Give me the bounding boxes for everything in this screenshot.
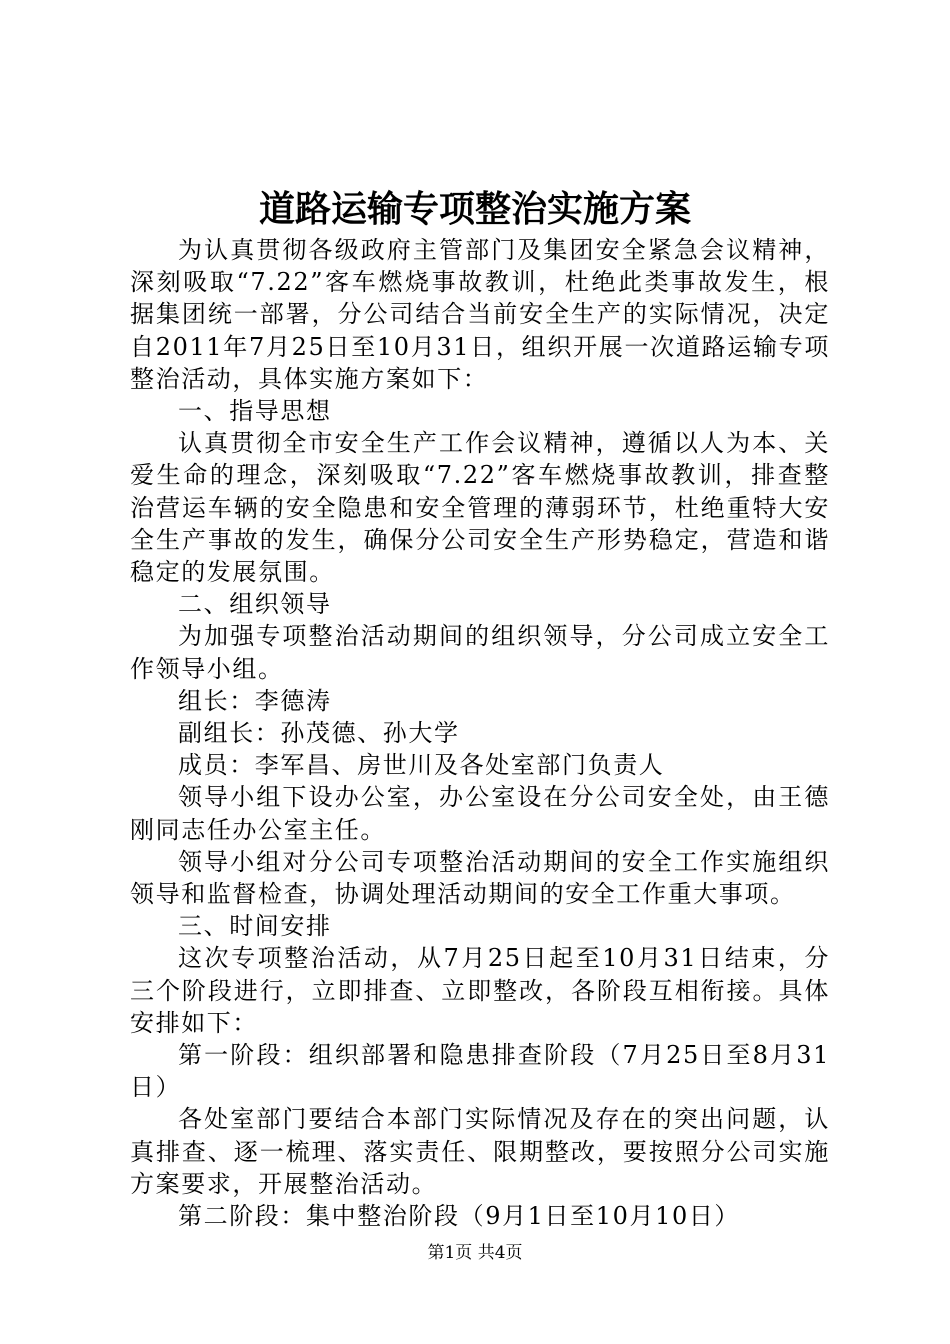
paragraph-organization: 为加强专项整治活动期间的组织领导，分公司成立安全工作领导小组。 xyxy=(130,622,830,683)
section-heading-guiding-thought: 一、指导思想 xyxy=(178,397,332,426)
section-heading-schedule: 三、时间安排 xyxy=(178,912,332,941)
section-heading-organization: 二、组织领导 xyxy=(178,590,332,619)
paragraph-deputy-leader: 副组长：孙茂德、孙大学 xyxy=(178,719,460,748)
paragraph-office: 领导小组下设办公室，办公室设在分公司安全处，由王德刚同志任办公室主任。 xyxy=(130,783,830,844)
page-footer: 第1页 共4页 xyxy=(427,1243,523,1263)
document-body xyxy=(130,234,830,1232)
paragraph-schedule: 这次专项整治活动，从7月25日起至10月31日结束，分三个阶段进行，立即排查、立即整改，各阶段互相衔接。具体安排如下： xyxy=(130,944,830,1037)
paragraph-group-duties: 领导小组对分公司专项整治活动期间的安全工作实施组织领导和监督检查，协调处理活动期间的安全工作重大事项。 xyxy=(130,847,830,909)
document-title: 道路运输专项整治实施方案 xyxy=(258,188,691,230)
paragraph-intro: 为认真贯彻各级政府主管部门及集团安全紧急会议精神，深刻吸取“7.22”客车燃烧事故教训，杜绝此类事故发生，根据集团统一部署，分公司结合当前安全生产的实际情况，决定自2011年7月25日至10月31日，组织开展一次道路运输专项整治活动，具体实施方案如下： xyxy=(130,236,830,393)
paragraph-phase-two: 第二阶段：集中整治阶段（9月1日至10月10日） xyxy=(178,1202,741,1231)
paragraph-group-leader: 组长：李德涛 xyxy=(178,686,332,715)
paragraph-guiding-thought: 认真贯彻全市安全生产工作会议精神，遵循以人为本、关爱生命的理念，深刻吸取“7.22”客车燃烧事故教训，排查整治营运车辆的安全隐患和安全管理的薄弱环节，杜绝重特大安全生产事故的发生，确保分公司安全生产形势稳定，营造和谐稳定的发展氛围。 xyxy=(130,429,830,587)
paragraph-members: 成员：李军昌、房世川及各处室部门负责人 xyxy=(178,751,665,780)
paragraph-phase-one: 第一阶段：组织部署和隐患排查阶段（7月25日至8月31日） xyxy=(130,1041,830,1102)
paragraph-phase-one-detail: 各处室部门要结合本部门实际情况及存在的突出问题，认真排查、逐一梳理、落实责任、限期整改，要按照分公司实施方案要求，开展整治活动。 xyxy=(130,1105,830,1198)
